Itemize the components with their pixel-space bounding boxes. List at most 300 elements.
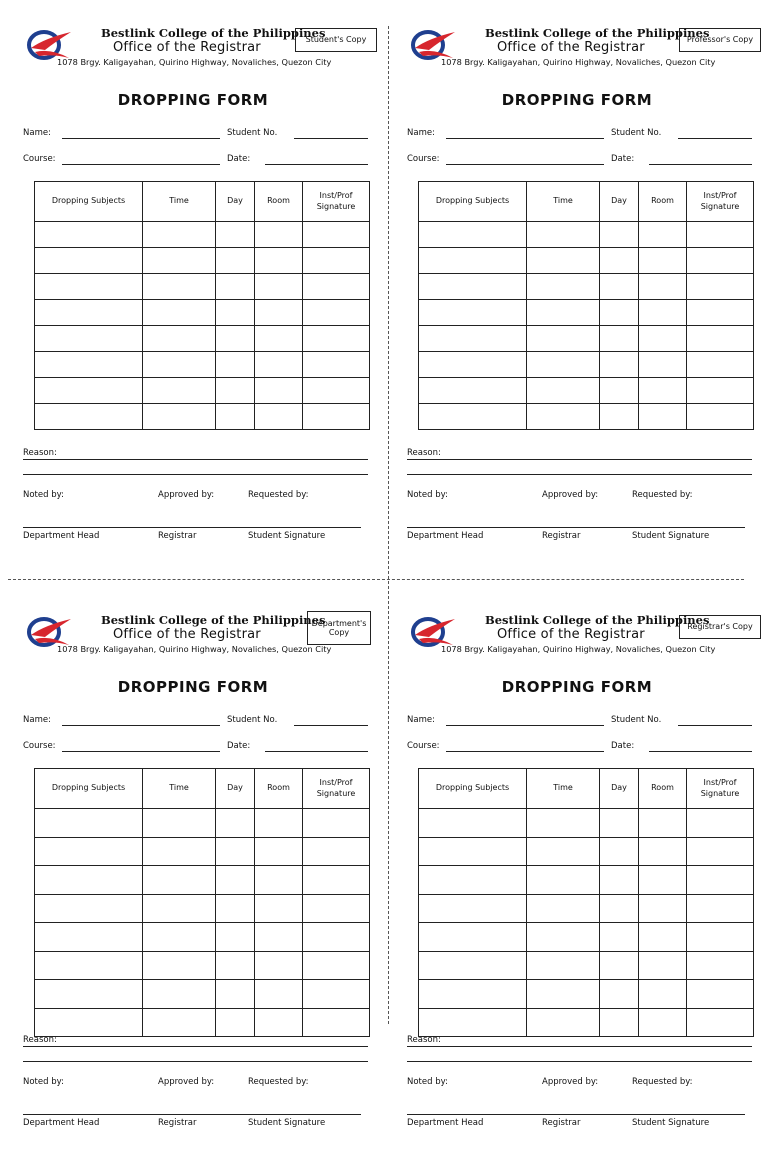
college-name: Bestlink College of the Philippines xyxy=(101,26,326,40)
subject-cell[interactable] xyxy=(35,222,143,248)
col-dropping-subjects: Dropping Subjects xyxy=(35,769,143,809)
registrar-label: Registrar xyxy=(542,531,581,541)
signature-cell[interactable] xyxy=(303,866,370,895)
subject-cell[interactable] xyxy=(35,1008,143,1037)
col-room: Room xyxy=(639,182,687,222)
date-field[interactable] xyxy=(649,164,752,165)
table-row xyxy=(35,378,370,404)
date-field[interactable] xyxy=(265,164,368,165)
subject-cell[interactable] xyxy=(419,1008,527,1037)
col-inst-prof-signature: Inst/Prof Signature xyxy=(303,182,370,222)
date-label: Date: xyxy=(611,154,635,164)
day-cell[interactable] xyxy=(600,980,639,1009)
day-cell[interactable] xyxy=(600,274,639,300)
room-cell[interactable] xyxy=(255,894,303,923)
room-cell[interactable] xyxy=(639,378,687,404)
day-cell[interactable] xyxy=(216,300,255,326)
table-row xyxy=(35,809,370,838)
table-row xyxy=(419,809,754,838)
col-dropping-subjects: Dropping Subjects xyxy=(35,182,143,222)
college-address: 1078 Brgy. Kaligayahan, Quirino Highway, Novaliches, Quezon City xyxy=(57,644,332,654)
signature-cell[interactable] xyxy=(687,274,754,300)
room-cell[interactable] xyxy=(639,352,687,378)
department-head-label: Department Head xyxy=(407,531,484,541)
room-cell[interactable] xyxy=(639,1008,687,1037)
signature-line[interactable] xyxy=(23,1114,361,1115)
signature-cell[interactable] xyxy=(303,923,370,952)
col-dropping-subjects: Dropping Subjects xyxy=(419,182,527,222)
time-cell[interactable] xyxy=(143,248,216,274)
reason-label: Reason: xyxy=(407,1035,441,1045)
room-cell[interactable] xyxy=(255,300,303,326)
table-row xyxy=(35,300,370,326)
vertical-cut-line xyxy=(388,26,389,1024)
subject-cell[interactable] xyxy=(35,248,143,274)
room-cell[interactable] xyxy=(639,222,687,248)
subject-cell[interactable] xyxy=(35,404,143,430)
student-signature-label: Student Signature xyxy=(248,531,326,541)
subject-cell[interactable] xyxy=(419,274,527,300)
student-no-label: Student No. xyxy=(611,128,662,138)
reason-field-line-2[interactable] xyxy=(407,1061,752,1062)
room-cell[interactable] xyxy=(639,951,687,980)
signature-cell[interactable] xyxy=(303,326,370,352)
table-row xyxy=(419,404,754,430)
time-cell[interactable] xyxy=(143,923,216,952)
table-row xyxy=(419,248,754,274)
time-cell[interactable] xyxy=(143,866,216,895)
day-cell[interactable] xyxy=(600,300,639,326)
room-cell[interactable] xyxy=(255,951,303,980)
time-cell[interactable] xyxy=(527,951,600,980)
requested-by-label: Requested by: xyxy=(632,1077,693,1087)
room-cell[interactable] xyxy=(639,300,687,326)
subject-cell[interactable] xyxy=(35,894,143,923)
day-cell[interactable] xyxy=(216,352,255,378)
day-cell[interactable] xyxy=(600,923,639,952)
room-cell[interactable] xyxy=(255,1008,303,1037)
dropping-form-copy-4 xyxy=(407,615,763,1175)
room-cell[interactable] xyxy=(255,404,303,430)
day-cell[interactable] xyxy=(216,837,255,866)
time-cell[interactable] xyxy=(143,980,216,1009)
day-cell[interactable] xyxy=(600,378,639,404)
col-time: Time xyxy=(527,769,600,809)
subject-cell[interactable] xyxy=(419,980,527,1009)
college-address: 1078 Brgy. Kaligayahan, Quirino Highway, Novaliches, Quezon City xyxy=(441,57,716,67)
name-field[interactable] xyxy=(62,725,220,726)
subjects-table xyxy=(34,768,370,1037)
copy-label: Registrar's Copy xyxy=(679,615,761,639)
col-day: Day xyxy=(600,182,639,222)
student-no-label: Student No. xyxy=(227,715,278,725)
day-cell[interactable] xyxy=(600,866,639,895)
table-row xyxy=(35,404,370,430)
day-cell[interactable] xyxy=(600,352,639,378)
table-row xyxy=(35,222,370,248)
table-row xyxy=(419,300,754,326)
subject-cell[interactable] xyxy=(35,326,143,352)
room-cell[interactable] xyxy=(255,837,303,866)
room-cell[interactable] xyxy=(639,274,687,300)
table-row xyxy=(419,837,754,866)
col-room: Room xyxy=(255,769,303,809)
table-row xyxy=(419,326,754,352)
subjects-table xyxy=(418,768,754,1037)
signature-cell[interactable] xyxy=(687,894,754,923)
requested-by-label: Requested by: xyxy=(248,1077,309,1087)
subject-cell[interactable] xyxy=(35,951,143,980)
day-cell[interactable] xyxy=(216,923,255,952)
time-cell[interactable] xyxy=(527,352,600,378)
col-time: Time xyxy=(143,769,216,809)
signature-cell[interactable] xyxy=(303,980,370,1009)
signature-cell[interactable] xyxy=(303,222,370,248)
registrar-label: Registrar xyxy=(542,1118,581,1128)
table-header-row xyxy=(35,182,370,222)
subject-cell[interactable] xyxy=(35,980,143,1009)
date-field[interactable] xyxy=(265,751,368,752)
day-cell[interactable] xyxy=(600,248,639,274)
subjects-table xyxy=(34,181,370,430)
course-field[interactable] xyxy=(62,751,220,752)
copy-label: Professor's Copy xyxy=(679,28,761,52)
room-cell[interactable] xyxy=(255,980,303,1009)
table-row xyxy=(419,894,754,923)
col-inst-prof-signature: Inst/Prof Signature xyxy=(687,769,754,809)
time-cell[interactable] xyxy=(527,809,600,838)
subject-cell[interactable] xyxy=(419,378,527,404)
requested-by-label: Requested by: xyxy=(248,490,309,500)
table-row xyxy=(35,1008,370,1037)
college-name: Bestlink College of the Philippines xyxy=(485,26,710,40)
date-field[interactable] xyxy=(649,751,752,752)
course-field[interactable] xyxy=(446,751,604,752)
day-cell[interactable] xyxy=(600,1008,639,1037)
college-address: 1078 Brgy. Kaligayahan, Quirino Highway, Novaliches, Quezon City xyxy=(57,57,332,67)
signature-cell[interactable] xyxy=(303,378,370,404)
room-cell[interactable] xyxy=(639,404,687,430)
signature-cell[interactable] xyxy=(303,837,370,866)
room-cell[interactable] xyxy=(255,923,303,952)
signature-cell[interactable] xyxy=(687,248,754,274)
room-cell[interactable] xyxy=(255,222,303,248)
time-cell[interactable] xyxy=(527,1008,600,1037)
noted-by-label: Noted by: xyxy=(407,1077,448,1087)
subject-cell[interactable] xyxy=(419,866,527,895)
signature-cell[interactable] xyxy=(303,894,370,923)
signature-cell[interactable] xyxy=(303,300,370,326)
signature-cell[interactable] xyxy=(303,404,370,430)
reason-label: Reason: xyxy=(407,448,441,458)
form-title: DROPPING FORM xyxy=(501,678,653,696)
col-time: Time xyxy=(143,182,216,222)
signature-cell[interactable] xyxy=(687,980,754,1009)
table-row xyxy=(35,837,370,866)
table-row xyxy=(35,274,370,300)
day-cell[interactable] xyxy=(600,404,639,430)
signature-cell[interactable] xyxy=(687,300,754,326)
time-cell[interactable] xyxy=(143,809,216,838)
noted-by-label: Noted by: xyxy=(407,490,448,500)
day-cell[interactable] xyxy=(216,951,255,980)
student-signature-label: Student Signature xyxy=(632,531,710,541)
reason-field[interactable] xyxy=(407,1046,752,1047)
time-cell[interactable] xyxy=(143,222,216,248)
registrar-label: Registrar xyxy=(158,531,197,541)
student-no-field[interactable] xyxy=(294,138,368,139)
room-cell[interactable] xyxy=(255,809,303,838)
name-label: Name: xyxy=(23,715,51,725)
day-cell[interactable] xyxy=(216,274,255,300)
subject-cell[interactable] xyxy=(35,866,143,895)
table-row xyxy=(419,222,754,248)
name-field[interactable] xyxy=(446,725,604,726)
col-day: Day xyxy=(216,182,255,222)
day-cell[interactable] xyxy=(216,248,255,274)
day-cell[interactable] xyxy=(216,404,255,430)
course-field[interactable] xyxy=(446,164,604,165)
subject-cell[interactable] xyxy=(419,352,527,378)
dropping-form-copy-2 xyxy=(407,28,763,588)
form-title: DROPPING FORM xyxy=(117,678,269,696)
room-cell[interactable] xyxy=(639,894,687,923)
table-row xyxy=(419,352,754,378)
subject-cell[interactable] xyxy=(35,378,143,404)
time-cell[interactable] xyxy=(143,951,216,980)
office-name: Office of the Registrar xyxy=(113,627,261,642)
table-header-row xyxy=(35,769,370,809)
student-no-label: Student No. xyxy=(227,128,278,138)
signature-line[interactable] xyxy=(407,527,745,528)
day-cell[interactable] xyxy=(216,326,255,352)
approved-by-label: Approved by: xyxy=(542,1077,599,1087)
room-cell[interactable] xyxy=(639,923,687,952)
col-day: Day xyxy=(216,769,255,809)
room-cell[interactable] xyxy=(639,866,687,895)
subject-cell[interactable] xyxy=(419,923,527,952)
time-cell[interactable] xyxy=(527,222,600,248)
date-label: Date: xyxy=(227,154,251,164)
time-cell[interactable] xyxy=(143,300,216,326)
time-cell[interactable] xyxy=(143,837,216,866)
course-label: Course: xyxy=(407,154,440,164)
signature-cell[interactable] xyxy=(303,951,370,980)
room-cell[interactable] xyxy=(255,378,303,404)
room-cell[interactable] xyxy=(639,248,687,274)
course-label: Course: xyxy=(23,741,56,751)
time-cell[interactable] xyxy=(143,352,216,378)
reason-field[interactable] xyxy=(407,459,752,460)
time-cell[interactable] xyxy=(527,326,600,352)
subject-cell[interactable] xyxy=(35,837,143,866)
office-name: Office of the Registrar xyxy=(113,40,261,55)
student-no-label: Student No. xyxy=(611,715,662,725)
time-cell[interactable] xyxy=(527,923,600,952)
room-cell[interactable] xyxy=(255,326,303,352)
table-row xyxy=(419,1008,754,1037)
col-room: Room xyxy=(255,182,303,222)
day-cell[interactable] xyxy=(600,809,639,838)
signature-cell[interactable] xyxy=(687,222,754,248)
col-dropping-subjects: Dropping Subjects xyxy=(419,769,527,809)
signature-cell[interactable] xyxy=(687,837,754,866)
subjects-table xyxy=(418,181,754,430)
dropping-form-copy-3 xyxy=(23,615,379,1175)
day-cell[interactable] xyxy=(600,894,639,923)
name-field[interactable] xyxy=(446,138,604,139)
time-cell[interactable] xyxy=(527,980,600,1009)
time-cell[interactable] xyxy=(527,866,600,895)
noted-by-label: Noted by: xyxy=(23,1077,64,1087)
day-cell[interactable] xyxy=(600,222,639,248)
signature-cell[interactable] xyxy=(303,274,370,300)
subject-cell[interactable] xyxy=(419,222,527,248)
name-label: Name: xyxy=(407,128,435,138)
signature-cell[interactable] xyxy=(687,923,754,952)
table-row xyxy=(35,352,370,378)
time-cell[interactable] xyxy=(143,1008,216,1037)
room-cell[interactable] xyxy=(255,866,303,895)
signature-cell[interactable] xyxy=(687,404,754,430)
day-cell[interactable] xyxy=(600,837,639,866)
time-cell[interactable] xyxy=(527,894,600,923)
name-field[interactable] xyxy=(62,138,220,139)
name-label: Name: xyxy=(23,128,51,138)
reason-field[interactable] xyxy=(23,1046,368,1047)
table-row xyxy=(419,923,754,952)
approved-by-label: Approved by: xyxy=(542,490,599,500)
col-room: Room xyxy=(639,769,687,809)
signature-cell[interactable] xyxy=(303,248,370,274)
department-head-label: Department Head xyxy=(407,1118,484,1128)
room-cell[interactable] xyxy=(255,248,303,274)
room-cell[interactable] xyxy=(255,352,303,378)
time-cell[interactable] xyxy=(143,274,216,300)
signature-cell[interactable] xyxy=(303,1008,370,1037)
time-cell[interactable] xyxy=(143,326,216,352)
signature-cell[interactable] xyxy=(687,326,754,352)
day-cell[interactable] xyxy=(216,894,255,923)
subject-cell[interactable] xyxy=(35,300,143,326)
room-cell[interactable] xyxy=(639,326,687,352)
signature-line[interactable] xyxy=(407,1114,745,1115)
table-row xyxy=(35,923,370,952)
student-signature-label: Student Signature xyxy=(632,1118,710,1128)
subject-cell[interactable] xyxy=(35,809,143,838)
time-cell[interactable] xyxy=(527,248,600,274)
signature-cell[interactable] xyxy=(687,1008,754,1037)
course-label: Course: xyxy=(23,154,56,164)
subject-cell[interactable] xyxy=(419,248,527,274)
student-no-field[interactable] xyxy=(294,725,368,726)
reason-field-line-2[interactable] xyxy=(23,474,368,475)
day-cell[interactable] xyxy=(216,378,255,404)
signature-cell[interactable] xyxy=(687,866,754,895)
day-cell[interactable] xyxy=(600,326,639,352)
approved-by-label: Approved by: xyxy=(158,1077,215,1087)
col-inst-prof-signature: Inst/Prof Signature xyxy=(303,769,370,809)
time-cell[interactable] xyxy=(527,378,600,404)
reason-field-line-2[interactable] xyxy=(407,474,752,475)
signature-cell[interactable] xyxy=(303,809,370,838)
time-cell[interactable] xyxy=(527,837,600,866)
signature-line[interactable] xyxy=(23,527,361,528)
date-label: Date: xyxy=(227,741,251,751)
day-cell[interactable] xyxy=(216,1008,255,1037)
signature-cell[interactable] xyxy=(687,951,754,980)
reason-label: Reason: xyxy=(23,448,57,458)
subject-cell[interactable] xyxy=(35,352,143,378)
day-cell[interactable] xyxy=(216,809,255,838)
room-cell[interactable] xyxy=(255,274,303,300)
room-cell[interactable] xyxy=(639,980,687,1009)
day-cell[interactable] xyxy=(600,951,639,980)
department-head-label: Department Head xyxy=(23,1118,100,1128)
day-cell[interactable] xyxy=(216,980,255,1009)
college-address: 1078 Brgy. Kaligayahan, Quirino Highway, Novaliches, Quezon City xyxy=(441,644,716,654)
room-cell[interactable] xyxy=(639,809,687,838)
reason-field[interactable] xyxy=(23,459,368,460)
reason-label: Reason: xyxy=(23,1035,57,1045)
subject-cell[interactable] xyxy=(419,809,527,838)
office-name: Office of the Registrar xyxy=(497,40,645,55)
subject-cell[interactable] xyxy=(35,274,143,300)
time-cell[interactable] xyxy=(143,378,216,404)
table-row xyxy=(419,951,754,980)
college-name: Bestlink College of the Philippines xyxy=(485,613,710,627)
student-no-field[interactable] xyxy=(678,138,752,139)
subject-cell[interactable] xyxy=(419,326,527,352)
time-cell[interactable] xyxy=(143,404,216,430)
table-row xyxy=(35,866,370,895)
student-no-field[interactable] xyxy=(678,725,752,726)
subject-cell[interactable] xyxy=(419,404,527,430)
date-label: Date: xyxy=(611,741,635,751)
signature-cell[interactable] xyxy=(303,352,370,378)
form-title: DROPPING FORM xyxy=(117,91,269,109)
name-label: Name: xyxy=(407,715,435,725)
registrar-label: Registrar xyxy=(158,1118,197,1128)
subject-cell[interactable] xyxy=(419,894,527,923)
reason-field-line-2[interactable] xyxy=(23,1061,368,1062)
subject-cell[interactable] xyxy=(35,923,143,952)
subject-cell[interactable] xyxy=(419,837,527,866)
day-cell[interactable] xyxy=(216,866,255,895)
subject-cell[interactable] xyxy=(419,300,527,326)
subject-cell[interactable] xyxy=(419,951,527,980)
time-cell[interactable] xyxy=(527,274,600,300)
signature-cell[interactable] xyxy=(687,378,754,404)
time-cell[interactable] xyxy=(527,404,600,430)
course-label: Course: xyxy=(407,741,440,751)
approved-by-label: Approved by: xyxy=(158,490,215,500)
signature-cell[interactable] xyxy=(687,352,754,378)
table-row xyxy=(35,248,370,274)
dropping-form-copy-1 xyxy=(23,28,379,588)
form-title: DROPPING FORM xyxy=(501,91,653,109)
signature-cell[interactable] xyxy=(687,809,754,838)
requested-by-label: Requested by: xyxy=(632,490,693,500)
course-field[interactable] xyxy=(62,164,220,165)
room-cell[interactable] xyxy=(639,837,687,866)
table-row xyxy=(35,894,370,923)
time-cell[interactable] xyxy=(143,894,216,923)
table-row xyxy=(419,980,754,1009)
time-cell[interactable] xyxy=(527,300,600,326)
col-day: Day xyxy=(600,769,639,809)
day-cell[interactable] xyxy=(216,222,255,248)
